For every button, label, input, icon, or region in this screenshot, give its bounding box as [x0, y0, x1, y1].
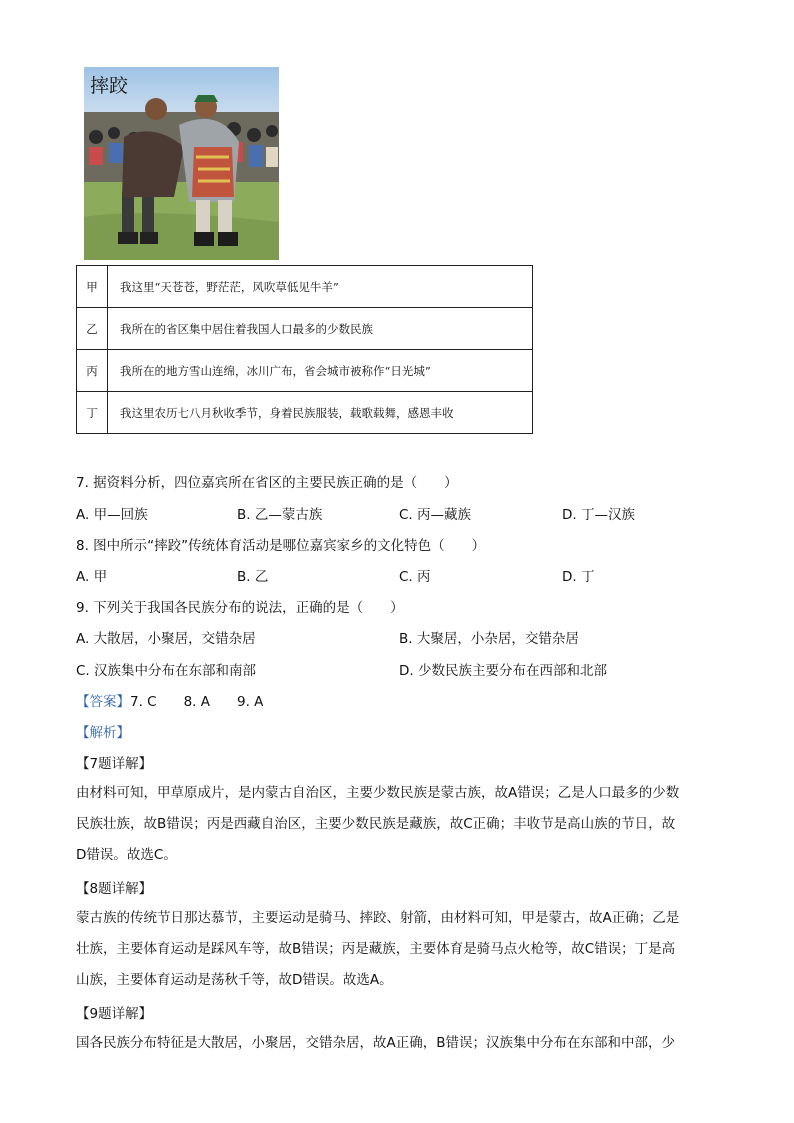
q8-option-a: A. 甲 [76, 569, 108, 585]
q7-option-a: A. 甲—回族 [76, 507, 148, 523]
q9-option-c: C. 汉族集中分布在东部和南部 [76, 663, 257, 679]
q8-option-d: D. 丁 [562, 569, 595, 585]
detail-8-title: 【8题详解】 [76, 881, 153, 897]
row-text: 我这里“天苍苍，野茫茫，风吹草低见牛羊” [108, 266, 533, 308]
wrestling-photo [84, 67, 279, 260]
detail-line: D错误。故选C。 [76, 847, 177, 863]
q7-option-b: B. 乙—蒙古族 [237, 507, 323, 523]
guest-table [76, 265, 533, 434]
table-row [77, 350, 533, 392]
q7-option-c: C. 丙—藏族 [399, 507, 472, 523]
row-key: 丙 [77, 350, 108, 392]
answer-text: 7. C 8. A 9. A [130, 694, 264, 710]
q9-option-b: B. 大聚居，小杂居，交错杂居 [399, 631, 579, 647]
table-row [77, 392, 533, 434]
table-row [77, 266, 533, 308]
detail-line: 蒙古族的传统节日那达慕节，主要运动是骑马、摔跤、射箭，由材料可知，甲是蒙古，故A正确；乙是 [76, 910, 680, 926]
photo-caption: 摔跤 [90, 75, 129, 97]
q8-option-b: B. 乙 [237, 569, 269, 585]
table-row [77, 308, 533, 350]
detail-line: 壮族，主要体育运动是踩风车等，故B错误；丙是藏族，主要体育是骑马点火枪等，故C错误；丁是高 [76, 941, 676, 957]
row-text: 我所在的省区集中居住着我国人口最多的少数民族 [108, 308, 533, 350]
row-text: 我这里农历七八月秋收季节，身着民族服装，载歌载舞，感恩丰收 [108, 392, 533, 434]
row-key: 丁 [77, 392, 108, 434]
q7-option-d: D. 丁—汉族 [562, 507, 635, 523]
q9-option-a: A. 大散居，小聚居，交错杂居 [76, 631, 256, 647]
detail-8-body [76, 903, 716, 996]
row-key: 甲 [77, 266, 108, 308]
detail-line: 国各民族分布特征是大散居，小聚居，交错杂居，故A正确，B错误；汉族集中分布在东部和中部，少 [76, 1035, 675, 1051]
answer-line [76, 690, 263, 710]
q8-option-c: C. 丙 [399, 569, 431, 585]
detail-9-title: 【9题详解】 [76, 1006, 153, 1022]
q9-option-d: D. 少数民族主要分布在西部和北部 [399, 663, 607, 679]
analysis-label: 【解析】 [76, 725, 130, 741]
detail-line: 由材料可知，甲草原成片，是内蒙古自治区，主要少数民族是蒙古族，故A错误；乙是人口最多的少数 [76, 785, 680, 801]
row-text: 我所在的地方雪山连绵，冰川广布，省会城市被称作“日光城” [108, 350, 533, 392]
q8-stem: 8. 图中所示“摔跤”传统体育活动是哪位嘉宾家乡的文化特色（ ） [76, 538, 486, 554]
answer-label: 【答案】 [76, 694, 130, 710]
detail-7-body [76, 778, 716, 871]
detail-9-body [76, 1028, 716, 1059]
detail-line: 民族壮族，故B错误；丙是西藏自治区，主要少数民族是藏族，故C正确；丰收节是高山族的节日，故 [76, 816, 676, 832]
row-key: 乙 [77, 308, 108, 350]
detail-7-title: 【7题详解】 [76, 756, 153, 772]
q7-stem: 7. 据资料分析，四位嘉宾所在省区的主要民族正确的是（ ） [76, 475, 458, 491]
q9-stem: 9. 下列关于我国各民族分布的说法，正确的是（ ） [76, 600, 404, 616]
detail-line: 山族，主要体育运动是荡秋千等，故D错误。故选A。 [76, 972, 393, 988]
